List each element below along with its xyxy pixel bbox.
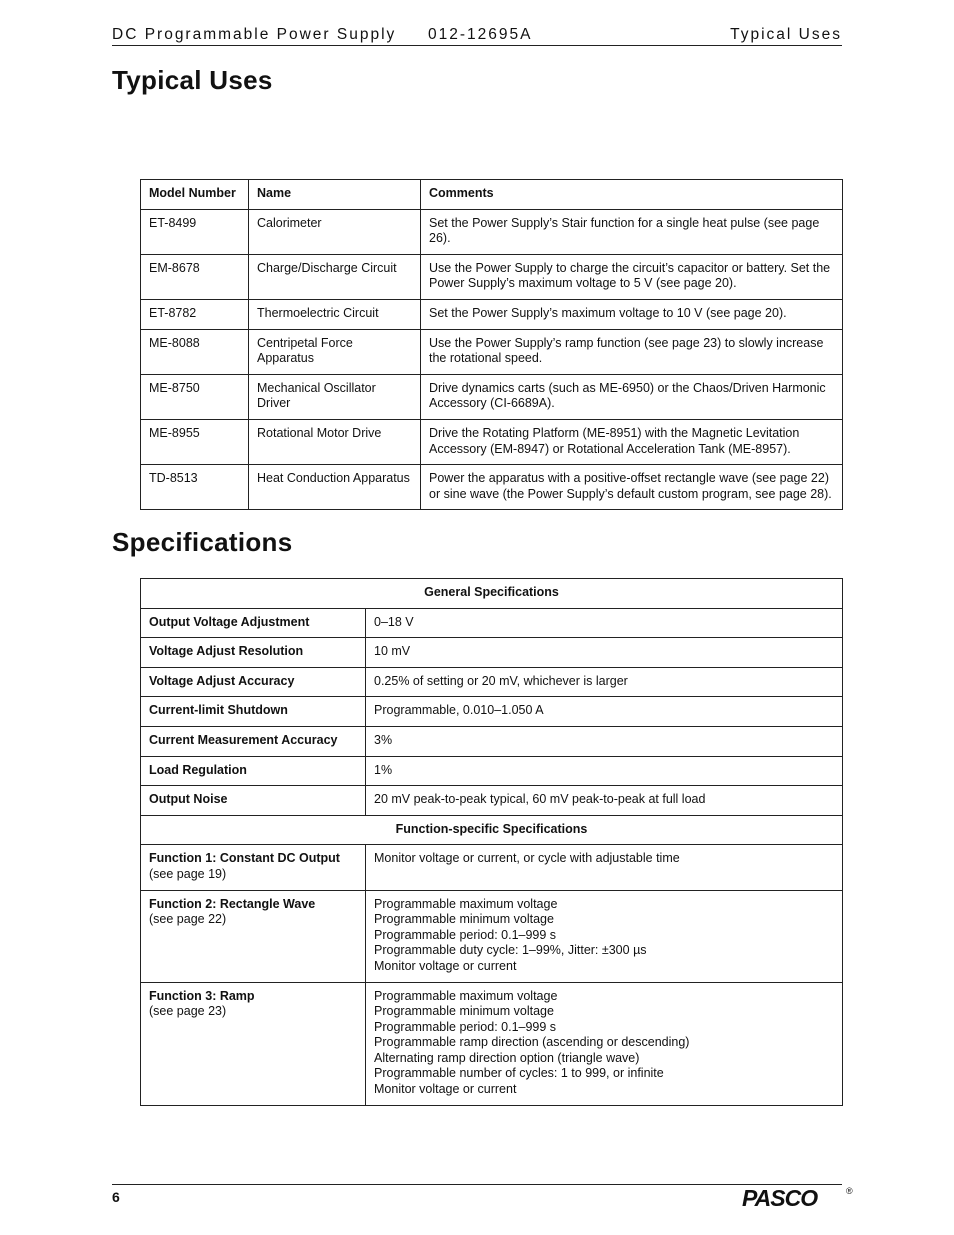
spec-line: Programmable number of cycles: 1 to 999, or infinite (374, 1066, 664, 1081)
page-reference: (see page 19) (149, 866, 227, 881)
function-label-cell (141, 845, 366, 890)
spec-line: Programmable period: 0.1–999 s (374, 1019, 557, 1034)
table-row (141, 299, 843, 329)
spec-line: Monitor voltage or current (374, 958, 517, 973)
page-reference: (see page 22) (149, 912, 227, 927)
section-header-row (141, 579, 843, 609)
table-row (141, 845, 843, 890)
spec-line: Programmable minimum voltage (374, 1004, 554, 1019)
name-cell: Charge/Discharge Circuit (249, 254, 421, 299)
footer-rule (112, 1184, 842, 1185)
model-cell: ME-8088 (141, 329, 249, 374)
header-doc-number: 012-12695A (428, 26, 533, 43)
spec-line: Programmable duty cycle: 1–99%, Jitter: ±300 µs (374, 943, 647, 958)
comment-cell: Power the apparatus with a positive-offset rectangle wave (see page 22) or sine wave (the Power Supply’s default custom program, see page 28). (421, 465, 843, 510)
table-row (141, 638, 843, 668)
spec-label: Output Noise (141, 786, 366, 816)
function-value-cell (366, 982, 843, 1105)
table-row (141, 890, 843, 982)
spec-value: 0–18 V (366, 608, 843, 638)
name-cell: Mechanical Oscillator Driver (249, 374, 421, 419)
spec-value: 0.25% of setting or 20 mV, whichever is larger (366, 667, 843, 697)
table-row (141, 209, 843, 254)
model-cell: TD-8513 (141, 465, 249, 510)
comment-cell: Drive the Rotating Platform (ME-8951) with the Magnetic Levitation Accessory (EM-8947) or Rotational Acceleration Tank (ME-8957). (421, 419, 843, 464)
spec-label: Voltage Adjust Accuracy (141, 667, 366, 697)
spec-value: 10 mV (366, 638, 843, 668)
spec-line: Monitor voltage or current (374, 1082, 517, 1097)
comment-cell: Use the Power Supply to charge the circuit’s capacitor or battery. Set the Power Supply’s maximum voltage to 5 V (see page 20). (421, 254, 843, 299)
spec-line: Programmable period: 0.1–999 s (374, 927, 557, 942)
table-row (141, 726, 843, 756)
model-cell: ME-8750 (141, 374, 249, 419)
function-label: Function 3: Ramp (149, 988, 255, 1003)
spec-line: Alternating ramp direction option (triangle wave) (374, 1050, 640, 1065)
registered-mark: ® (846, 1186, 853, 1196)
pasco-logo: PASCO (742, 1185, 818, 1211)
spec-line: Monitor voltage or current, or cycle with adjustable time (374, 851, 680, 866)
table-header-row (141, 180, 843, 210)
spec-label: Current-limit Shutdown (141, 697, 366, 727)
table-row (141, 697, 843, 727)
function-value-cell (366, 845, 843, 890)
table-row (141, 667, 843, 697)
specifications-title: Specifications (112, 527, 293, 557)
function-label: Function 1: Constant DC Output (149, 851, 340, 866)
header-section: Typical Uses (730, 26, 842, 43)
spec-line: Programmable ramp direction (ascending or descending) (374, 1035, 690, 1050)
comment-cell: Set the Power Supply’s Stair function for a single heat pulse (see page 26). (421, 209, 843, 254)
typical-uses-title: Typical Uses (112, 65, 273, 95)
comment-cell: Drive dynamics carts (such as ME-6950) or the Chaos/Driven Harmonic Accessory (CI-6689A). (421, 374, 843, 419)
spec-label: Output Voltage Adjustment (141, 608, 366, 638)
spec-label: Voltage Adjust Resolution (141, 638, 366, 668)
spec-value: 20 mV peak-to-peak typical, 60 mV peak-to-peak at full load (366, 786, 843, 816)
page-reference: (see page 23) (149, 1004, 227, 1019)
section-header-row (141, 815, 843, 845)
table-row (141, 465, 843, 510)
function-value-cell (366, 890, 843, 982)
model-cell: ET-8499 (141, 209, 249, 254)
function-label: Function 2: Rectangle Wave (149, 896, 316, 911)
general-specs-heading: General Specifications (141, 579, 843, 609)
header-doc-title: DC Programmable Power Supply (112, 26, 397, 43)
function-label-cell (141, 890, 366, 982)
table-row (141, 254, 843, 299)
name-cell: Calorimeter (249, 209, 421, 254)
name-cell: Thermoelectric Circuit (249, 299, 421, 329)
page-number: 6 (112, 1189, 120, 1205)
spec-value: Programmable, 0.010–1.050 A (366, 697, 843, 727)
name-cell: Centripetal Force Apparatus (249, 329, 421, 374)
model-cell: ET-8782 (141, 299, 249, 329)
spec-label: Load Regulation (141, 756, 366, 786)
spec-line: Programmable maximum voltage (374, 896, 558, 911)
model-cell: EM-8678 (141, 254, 249, 299)
running-header (112, 24, 842, 46)
column-header-model: Model Number (141, 180, 249, 210)
table-row (141, 374, 843, 419)
name-cell: Heat Conduction Apparatus (249, 465, 421, 510)
spec-line: Programmable maximum voltage (374, 988, 558, 1003)
table-row (141, 419, 843, 464)
table-row (141, 756, 843, 786)
spec-value: 1% (366, 756, 843, 786)
column-header-name: Name (249, 180, 421, 210)
comment-cell: Set the Power Supply’s maximum voltage to 10 V (see page 20). (421, 299, 843, 329)
spec-line: Programmable minimum voltage (374, 912, 554, 927)
name-cell: Rotational Motor Drive (249, 419, 421, 464)
function-label-cell (141, 982, 366, 1105)
typical-uses-table (140, 179, 843, 510)
table-row (141, 329, 843, 374)
spec-label: Current Measurement Accuracy (141, 726, 366, 756)
comment-cell: Use the Power Supply’s ramp function (see page 23) to slowly increase the rotational speed. (421, 329, 843, 374)
table-row (141, 786, 843, 816)
column-header-comments: Comments (421, 180, 843, 210)
table-row (141, 608, 843, 638)
table-row (141, 982, 843, 1105)
function-specs-heading: Function-specific Specifications (141, 815, 843, 845)
model-cell: ME-8955 (141, 419, 249, 464)
specifications-table (140, 578, 843, 1106)
spec-value: 3% (366, 726, 843, 756)
